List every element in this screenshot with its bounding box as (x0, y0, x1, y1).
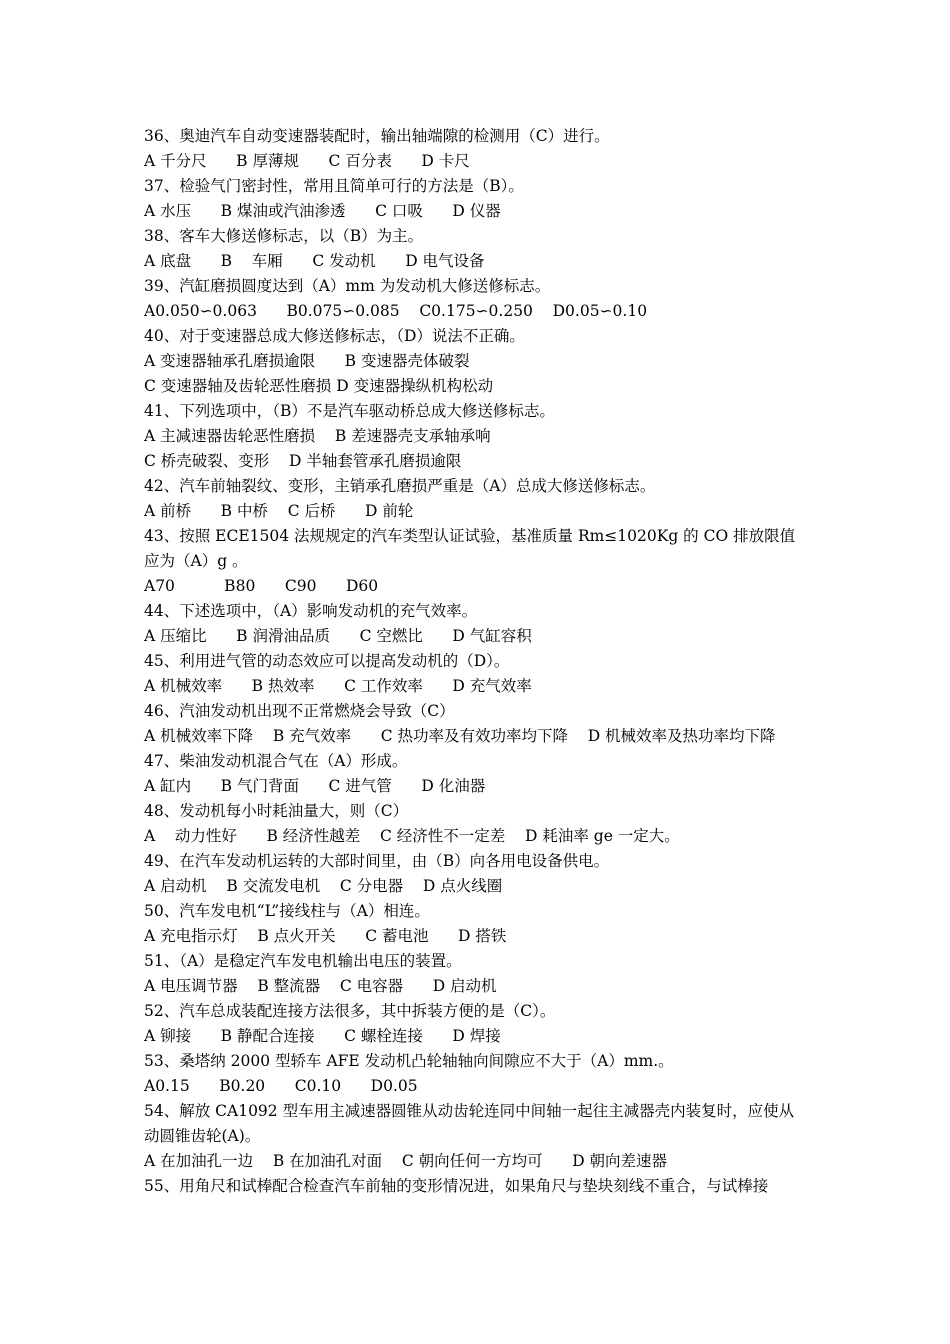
question-45: 45、利用进气管的动态效应可以提高发动机的（D）。 (144, 652, 510, 670)
options-39: A0.050∽0.063 B0.075∽0.085 C0.175∽0.250 D0.05∽0.10 (144, 302, 648, 320)
question-39: 39、汽缸磨损圆度达到（A）mm 为发动机大修送修标志。 (144, 277, 551, 295)
question-38: 38、客车大修送修标志，以（B）为主。 (144, 227, 424, 245)
options-42: A 前桥 B 中桥 C 后桥 D 前轮 (144, 502, 414, 520)
question-48: 48、发动机每小时耗油量大，则（C） (144, 802, 409, 820)
options-46: A 机械效率下降 B 充气效率 C 热功率及有效功率均下降 D 机械效率及热功率均下降 (144, 727, 776, 745)
question-54: 54、解放 CA1092 型车用主减速器圆锥从动齿轮连同中间轴一起往主减器壳内装复时，应使从动圆锥齿轮(A)。 (144, 1102, 795, 1145)
options-52: A 铆接 B 静配合连接 C 螺栓连接 D 焊接 (144, 1027, 501, 1045)
question-49: 49、在汽车发动机运转的大部时间里，由（B）向各用电设备供电。 (144, 852, 610, 870)
options-40-a: A 变速器轴承孔磨损逾限 B 变速器壳体破裂 (144, 352, 470, 370)
question-50: 50、汽车发电机“L”接线柱与（A）相连。 (144, 902, 430, 920)
options-47: A 缸内 B 气门背面 C 进气管 D 化油器 (144, 777, 486, 795)
options-41-a: A 主减速器齿轮恶性磨损 B 差速器壳支承轴承响 (144, 427, 491, 445)
options-50: A 充电指示灯 B 点火开关 C 蓄电池 D 搭铁 (144, 927, 507, 945)
options-37: A 水压 B 煤油或汽油渗透 C 口吸 D 仪器 (144, 202, 501, 220)
options-43: A70 B80 C90 D60 (144, 577, 379, 595)
options-41-b: C 桥壳破裂、变形 D 半轴套管承孔磨损逾限 (144, 452, 462, 470)
options-49: A 启动机 B 交流发电机 C 分电器 D 点火线圈 (144, 877, 503, 895)
question-41: 41、下列选项中，（B）不是汽车驱动桥总成大修送修标志。 (144, 402, 555, 420)
question-37: 37、检验气门密封性，常用且简单可行的方法是（B）。 (144, 177, 524, 195)
options-40-b: C 变速器轴及齿轮恶性磨损 D 变速器操纵机构松动 (144, 377, 494, 395)
options-36: A 千分尺 B 厚薄规 C 百分表 D 卡尺 (144, 152, 470, 170)
options-51: A 电压调节器 B 整流器 C 电容器 D 启动机 (144, 977, 497, 995)
options-38: A 底盘 B 车厢 C 发动机 D 电气设备 (144, 252, 485, 270)
question-36: 36、奥迪汽车自动变速器装配时，输出轴端隙的检测用（C）进行。 (144, 127, 610, 145)
options-53: A0.15 B0.20 C0.10 D0.05 (144, 1077, 418, 1095)
options-45: A 机械效率 B 热效率 C 工作效率 D 充气效率 (144, 677, 532, 695)
options-48: A 动力性好 B 经济性越差 C 经济性不一定差 D 耗油率 ge 一定大。 (144, 827, 680, 845)
question-40: 40、对于变速器总成大修送修标志，（D）说法不正确。 (144, 327, 525, 345)
question-43: 43、按照 ECE1504 法规规定的汽车类型认证试验，基准质量 Rm≤1020Kg 的 CO 排放限值应为（A）g 。 (144, 527, 796, 570)
question-53: 53、桑塔纳 2000 型轿车 AFE 发动机凸轮轴轴向间隙应不大于（A）mm.。 (144, 1052, 674, 1070)
options-54: A 在加油孔一边 B 在加油孔对面 C 朝向任何一方均可 D 朝向差速器 (144, 1152, 668, 1170)
question-44: 44、下述选项中，（A）影响发动机的充气效率。 (144, 602, 478, 620)
question-52: 52、汽车总成装配连接方法很多，其中拆装方便的是（C）。 (144, 1002, 556, 1020)
document-body (144, 124, 809, 1199)
question-55: 55、用角尺和试棒配合检查汽车前轴的变形情况进，如果角尺与垫块刻线不重合，与试棒接 (144, 1177, 769, 1195)
question-51: 51、（A）是稳定汽车发电机输出电压的装置。 (144, 952, 462, 970)
question-47: 47、柴油发动机混合气在（A）形成。 (144, 752, 408, 770)
options-44: A 压缩比 B 润滑油品质 C 空燃比 D 气缸容积 (144, 627, 532, 645)
question-42: 42、汽车前轴裂纹、变形，主销承孔磨损严重是（A）总成大修送修标志。 (144, 477, 656, 495)
question-46: 46、汽油发动机出现不正常燃烧会导致（C） (144, 702, 455, 720)
